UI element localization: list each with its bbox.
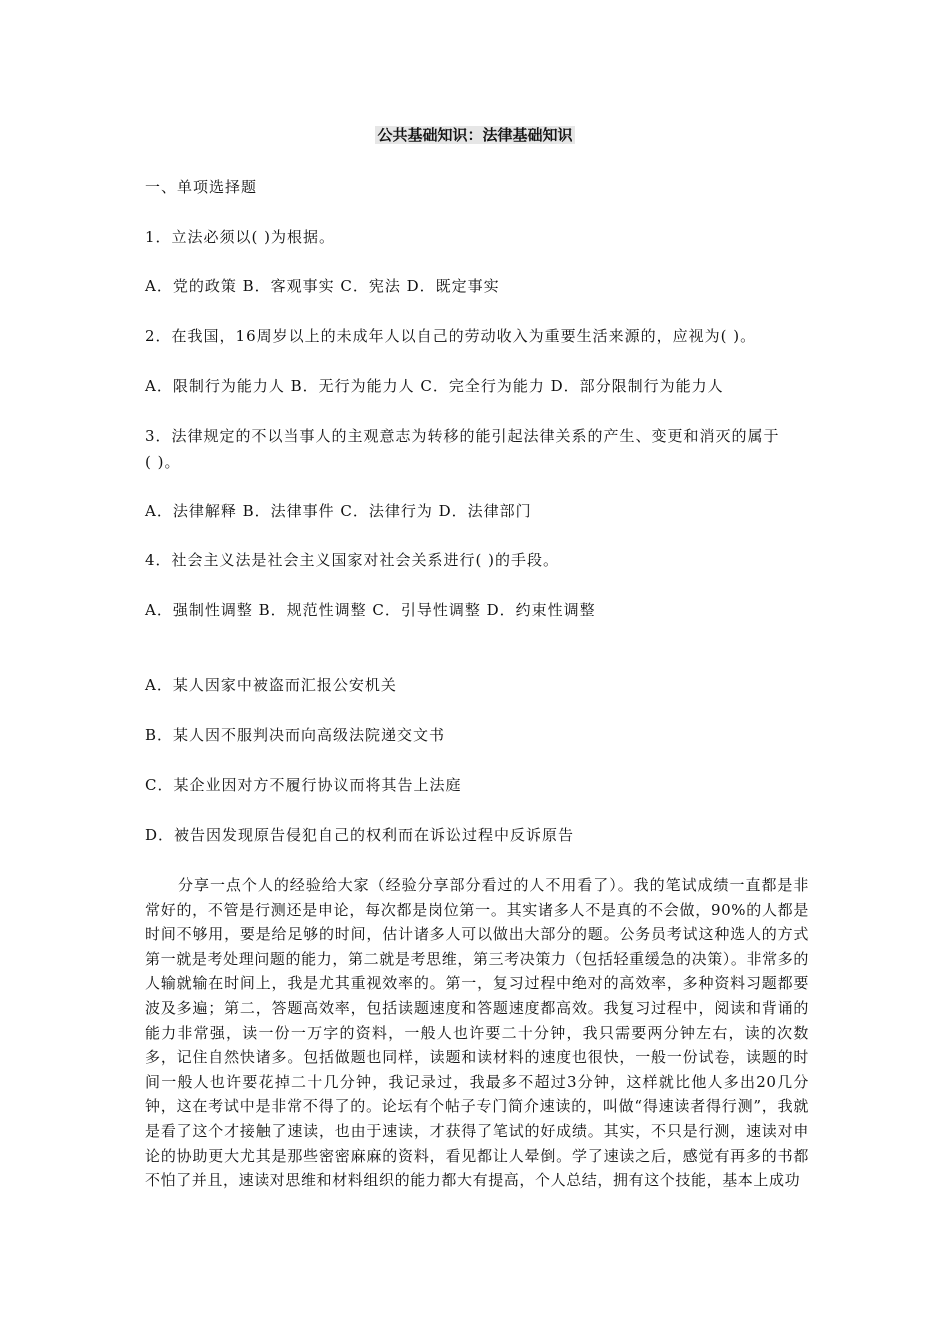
title-text: 公共基础知识：法律基础知识 (377, 126, 573, 144)
question-4-options: A．强制性调整 B．规范性调整 C．引导性调整 D．约束性调整 (145, 601, 596, 619)
question-3-options: A．法律解释 B．法律事件 C．法律行为 D．法律部门 (145, 502, 532, 520)
section-heading: 一、单项选择题 (145, 178, 258, 196)
question-5-option-c: C．某企业因对方不履行协议而将其告上法庭 (145, 776, 462, 794)
question-1: 1．立法必须以( )为根据。 (145, 228, 336, 246)
experience-paragraph: 分享一点个人的经验给大家（经验分享部分看过的人不用看了）。我的笔试成绩一直都是非常好的，不管是行测还是申论，每次都是岗位第一。其实诸多人不是真的不会做，90%的人都是时间不够用，要是给足够的时间，估计诸多人可以做出大部分的题。公务员考试这种选人的方式第一就是考处理问题的能力，第二就是考思维，第三考决策力（包括轻重缓急的决策）。非常多的人输就输在时间上，我是尤其重视效率的。第一，复习过程中绝对的高效率，多种资料习题都要波及多遍；第二，答题高效率，包括读题速度和答题速度都高效。我复习过程中，阅读和背诵的能力非常强，读一份一万字的资料，一般人也许要二十分钟，我只需要两分钟左右，读的次数多，记住自然快诸多。包括做题也同样，读题和读材料的速度也很快，一般一份试卷，读题的时间一般人也许要花掉二十几分钟，我记录过，我最多不超过3分钟，这样就比他人多出20几分钟，这在考试中是非常不得了的。论坛有个帖子专门简介速读的，叫做“得速读者得行测”，我就是看了这个才接触了速读，也由于速读，才获得了笔试的好成绩。其实，不只是行测，速读对申论的协助更大尤其是那些密密麻麻的资料，看见都让人晕倒。学了速读之后，感觉有再多的书都不怕了并且，速读对思维和材料组织的能力都大有提高，个人总结，拥有这个技能，基本上成功 (145, 876, 809, 1190)
question-4: 4．社会主义法是社会主义国家对社会关系进行( )的手段。 (145, 551, 560, 569)
question-3-line-1: 3．法律规定的不以当事人的主观意志为转移的能引起法律关系的产生、变更和消灭的属于 (145, 427, 780, 445)
question-2: 2．在我国，16周岁以上的未成年人以自己的劳动收入为重要生活来源的，应视为( )。 (145, 327, 757, 345)
question-5-option-a: A．某人因家中被盗而汇报公安机关 (145, 676, 397, 694)
question-5-option-b: B．某人因不服判决而向高级法院递交文书 (145, 726, 446, 744)
question-3-line-2: ( )。 (145, 453, 181, 471)
document-title (0, 124, 950, 145)
question-5-option-d: D．被告因发现原告侵犯自己的权利而在诉讼过程中反诉原告 (145, 826, 575, 844)
question-1-options: A．党的政策 B．客观事实 C．宪法 D．既定事实 (145, 277, 500, 295)
question-2-options: A．限制行为能力人 B．无行为能力人 C．完全行为能力 D．部分限制行为能力人 (145, 377, 724, 395)
